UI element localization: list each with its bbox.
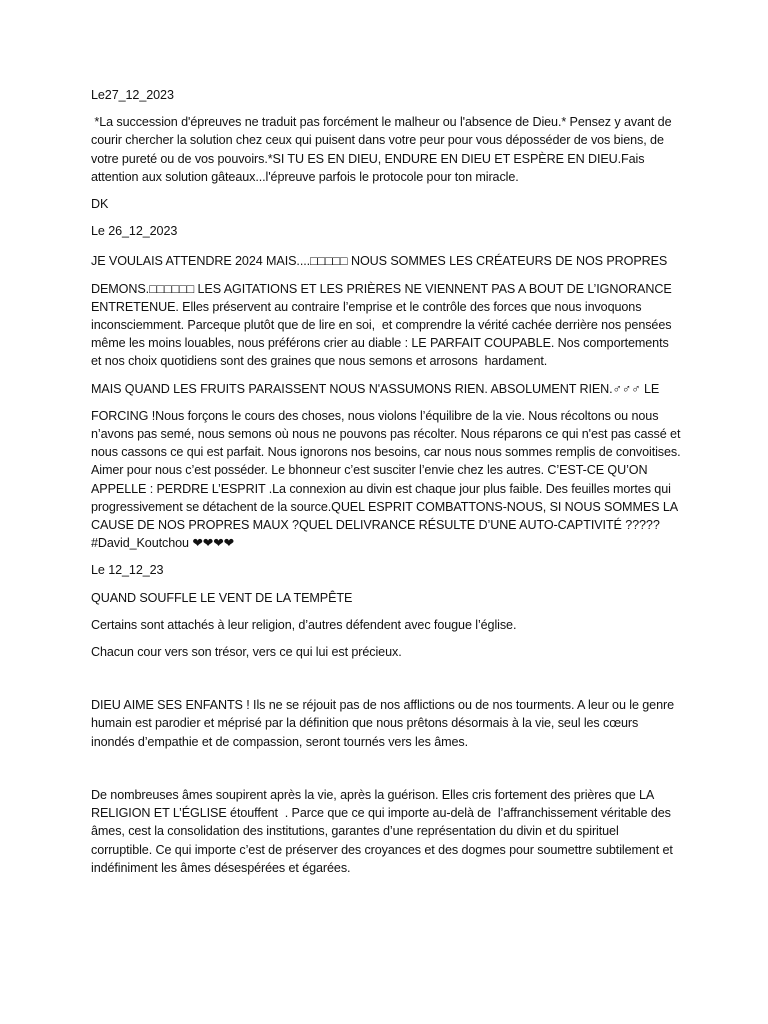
entry-paragraph: Chacun cour vers son trésor, vers ce qui lui est précieux. bbox=[91, 645, 402, 660]
entry-paragraph: *La succession d'épreuves ne traduit pas forcément le malheur ou l'absence de Dieu.* Pensez y avant de courir chercher la solution chez ceux qui puisent dans votre peur pour vous déposséder de vos biens, de votre pureté ou de vos pouvoirs.*SI TU ES EN DIEU, ENDURE EN DIEU ET ESPÈRE EN DIEU.Fais attention aux solution gâteaux...l'épreuve parfois le protocole pour ton miracle. bbox=[91, 115, 675, 184]
entry-date: Le 12_12_23 bbox=[91, 563, 164, 578]
entry-paragraph: MAIS QUAND LES FRUITS PARAISSENT NOUS N'ASSUMONS RIEN. ABSOLUMENT RIEN.♂♂♂ LE bbox=[91, 381, 660, 396]
entry-paragraph: DEMONS.□□□□□□ LES AGITATIONS ET LES PRIÈRES NE VIENNENT PAS A BOUT DE L’IGNORANCE ENTRETENUE. Elles préservent au contraire l’emprise et le contrôle des forces que nous invoquons inconsciemment. Parceque plutôt que de lire en soi, et comprendre la vérité cachée derrière nos pensées même les moins louables, nous préférons crier au diable : LE PARFAIT COUPABLE. Nos comportements et nos choix quotidiens sont des graines que nous semons et arrosons hardament. bbox=[91, 281, 676, 369]
entry-paragraph: DIEU AIME SES ENFANTS ! Ils ne se réjouit pas de nos afflictions ou de nos tourments. A leur ou le genre humain est parodier et méprisé par la définition que nous prêtons désormais à la vie, seul les cœurs inondés d’empathie et de compassion, seront tournés vers les âmes. bbox=[91, 698, 678, 749]
entry-paragraph: JE VOULAIS ATTENDRE 2024 MAIS....□□□□□ NOUS SOMMES LES CRÉATEURS DE NOS PROPRES bbox=[91, 254, 668, 269]
entry-signature: DK bbox=[91, 197, 109, 212]
entry-title: QUAND SOUFFLE LE VENT DE LA TEMPÊTE bbox=[91, 590, 353, 605]
entry-paragraph: De nombreuses âmes soupirent après la vie, après la guérison. Elles cris fortement des prières que LA RELIGION ET L’ÉGLISE étouffent . Parce que ce qui importe au-delà de l’affranchissement véritable des âmes, cest la consolidation des institutions, garantes d’une représentation du divin et du spirituel corruptible. Ce qui importe c’est de préserver des croyances et des dogmes pour soumettre subtilement et indéfiniment les âmes désespérées et égarées. bbox=[91, 787, 677, 875]
entry-paragraph: FORCING !Nous forçons le cours des choses, nous violons l’équilibre de la vie. Nous récoltons ou nous n’avons pas semé, nous semons où nous ne pouvons pas récolter. Nous réparons ce qui n'est pas cassé et nous cassons ce qui est parfait. Nous ignorons nos besoins, car nous nous sommes remplis de convoitises. Aimer pour nous c’est posséder. Le bhonneur c’est susciter l’envie chez les autres. C’EST-CE QU’ON APPELLE : PERDRE L’ESPRIT .La connexion au divin est chaque jour plus faible. Des feuilles mortes qui progressivement se détachent de la source.QUEL ESPRIT COMBATTONS-NOUS, SI NOUS SOMMES LA CAUSE DE NOS PROPRES MAUX ?QUEL DELIVRANCE RÉSULTE D’UNE AUTO-CAPTIVITÉ ?????#David_Koutchou ❤❤❤❤ bbox=[91, 408, 684, 551]
document-body bbox=[91, 86, 684, 877]
entry-paragraph: Certains sont attachés à leur religion, d’autres défendent avec fougue l’église. bbox=[91, 617, 517, 632]
entry-date: Le 26_12_2023 bbox=[91, 224, 178, 239]
entry-date: Le27_12_2023 bbox=[91, 88, 174, 102]
